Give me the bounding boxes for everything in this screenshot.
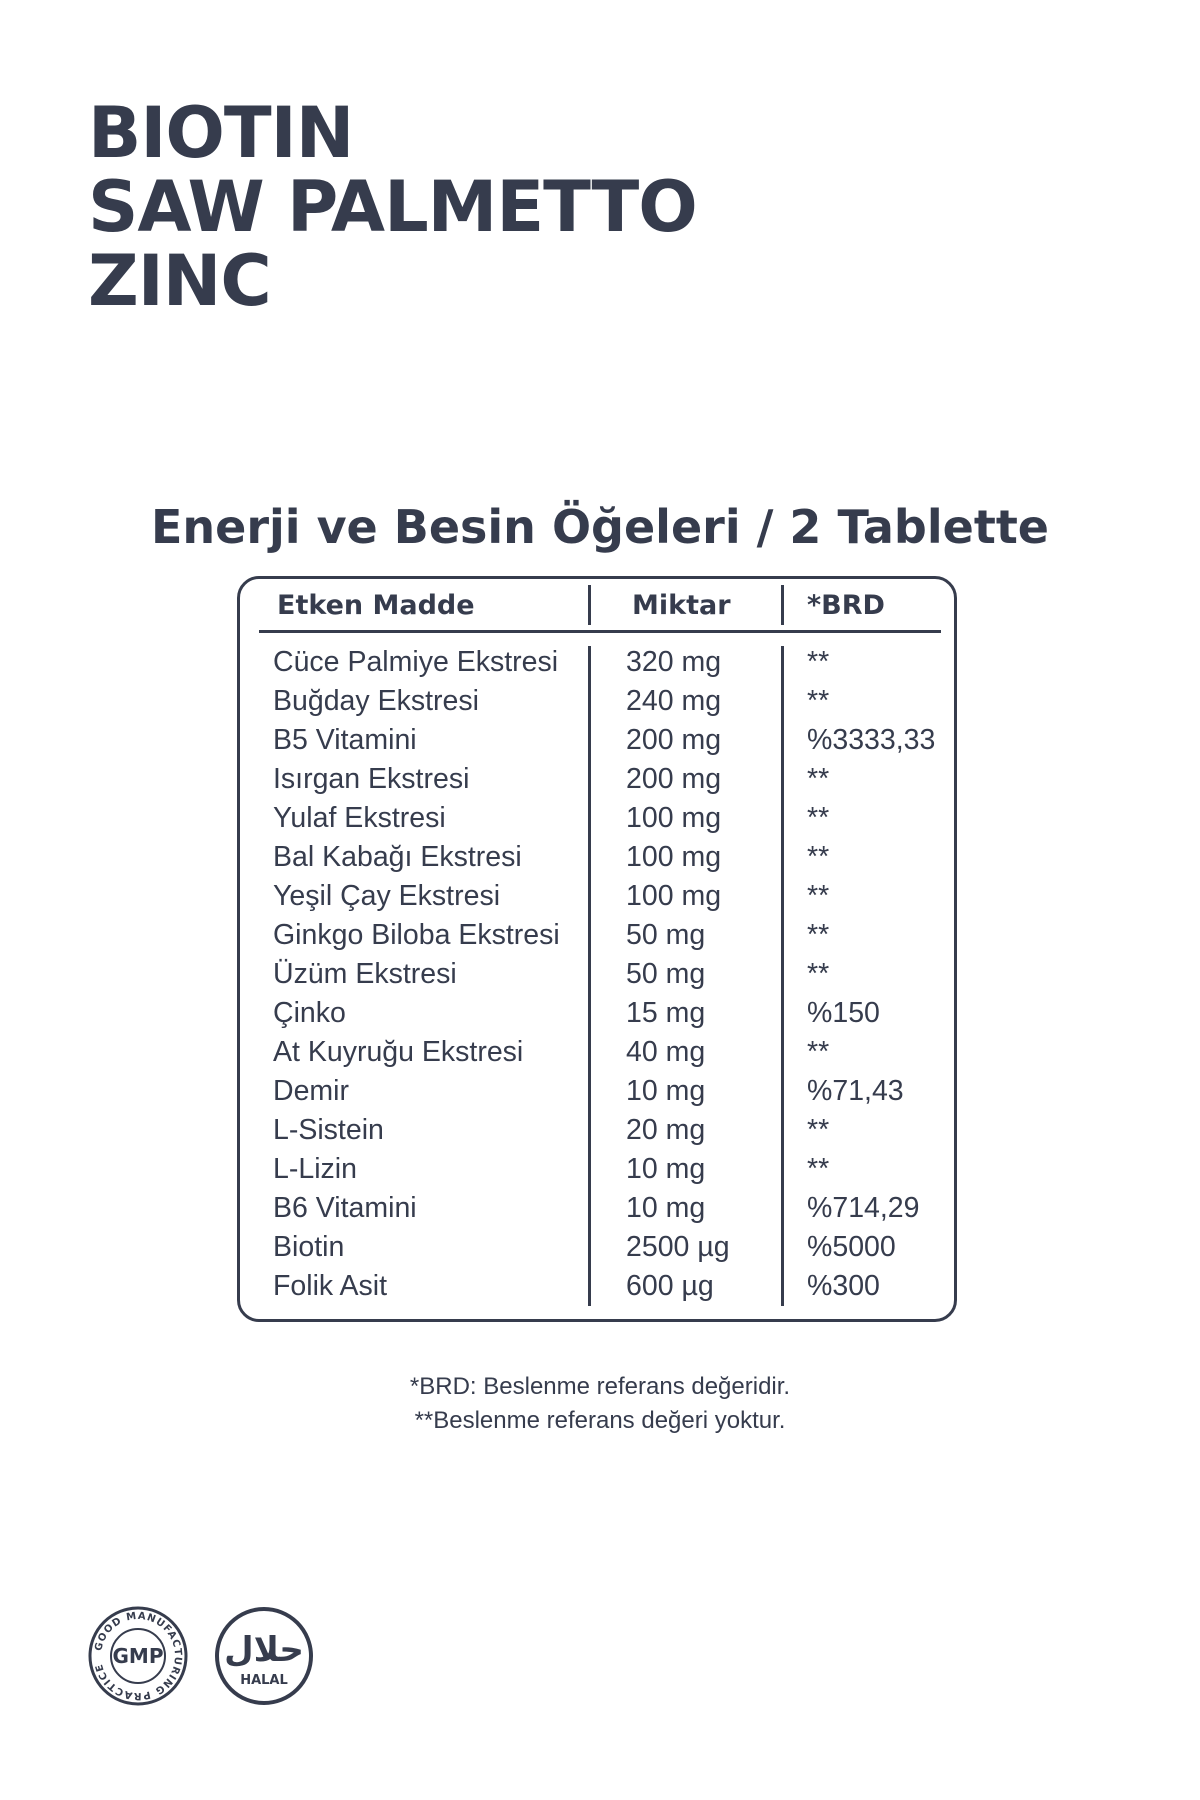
table-row <box>0 1033 1200 1072</box>
ingredient-name: Yeşil Çay Ekstresi <box>273 880 501 912</box>
ingredient-name: Folik Asit <box>273 1270 388 1302</box>
ingredient-amount: 100 mg <box>626 841 722 873</box>
gmp-center-text: GMP <box>112 1644 164 1668</box>
ingredient-brd: ** <box>807 919 830 951</box>
header-column-divider-1 <box>588 585 591 625</box>
product-title-line-1: BIOTIN <box>88 92 354 174</box>
ingredient-brd: ** <box>807 841 830 873</box>
ingredient-name: B5 Vitamini <box>273 724 417 756</box>
table-row <box>0 955 1200 994</box>
footnotes <box>0 1370 1200 1438</box>
ingredient-brd: ** <box>807 1153 830 1185</box>
ingredient-brd: %300 <box>807 1270 880 1302</box>
header-divider <box>259 630 941 633</box>
ingredient-amount: 100 mg <box>626 880 722 912</box>
product-title <box>88 92 697 322</box>
footnote-no-brd: **Beslenme referans değeri yoktur. <box>414 1407 786 1434</box>
ingredient-amount: 20 mg <box>626 1114 706 1146</box>
gmp-badge-icon <box>88 1606 188 1706</box>
table-row <box>0 643 1200 682</box>
ingredient-name: Ginkgo Biloba Ekstresi <box>273 919 560 951</box>
halal-arabic-text: حلال <box>224 1630 304 1670</box>
ingredient-brd: ** <box>807 685 830 717</box>
ingredient-amount: 240 mg <box>626 685 722 717</box>
ingredient-amount: 100 mg <box>626 802 722 834</box>
ingredient-amount: 320 mg <box>626 646 722 678</box>
column-header-amount: Miktar <box>632 590 731 621</box>
ingredient-amount: 200 mg <box>626 763 722 795</box>
ingredient-brd: %3333,33 <box>807 724 936 756</box>
ingredient-brd: %5000 <box>807 1231 896 1263</box>
ingredient-brd: ** <box>807 958 830 990</box>
section-heading: Enerji ve Besin Öğeleri / 2 Tablette <box>150 500 1050 554</box>
halal-label-text: HALAL <box>240 1673 288 1688</box>
ingredient-name: Bal Kabağı Ekstresi <box>273 841 522 873</box>
table-row <box>0 721 1200 760</box>
table-row <box>0 838 1200 877</box>
ingredient-amount: 10 mg <box>626 1192 706 1224</box>
header-column-divider-2 <box>781 585 784 625</box>
ingredient-name: Demir <box>273 1075 349 1107</box>
gmp-ring-text: GOOD MANUFACTURING PRACTICE <box>93 1610 184 1702</box>
product-title-line-3: ZINC <box>88 240 271 322</box>
table-row <box>0 877 1200 916</box>
ingredient-amount: 50 mg <box>626 958 706 990</box>
ingredient-amount: 2500 µg <box>626 1231 730 1263</box>
table-row <box>0 1111 1200 1150</box>
ingredient-amount: 10 mg <box>626 1153 706 1185</box>
table-row <box>0 994 1200 1033</box>
ingredient-name: Yulaf Ekstresi <box>273 802 446 834</box>
footnote-brd: *BRD: Beslenme referans değeridir. <box>409 1373 791 1400</box>
ingredient-amount: 200 mg <box>626 724 722 756</box>
ingredient-brd: ** <box>807 802 830 834</box>
ingredient-name: At Kuyruğu Ekstresi <box>273 1036 524 1068</box>
ingredient-name: Çinko <box>273 997 346 1029</box>
ingredient-brd: %71,43 <box>807 1075 904 1107</box>
ingredient-amount: 600 µg <box>626 1270 714 1302</box>
ingredient-brd: ** <box>807 646 830 678</box>
ingredient-name: Üzüm Ekstresi <box>273 958 457 990</box>
table-row <box>0 1072 1200 1111</box>
table-row <box>0 1267 1200 1306</box>
ingredient-amount: 40 mg <box>626 1036 706 1068</box>
ingredient-brd: %150 <box>807 997 880 1029</box>
ingredient-amount: 15 mg <box>626 997 706 1029</box>
ingredient-name: Buğday Ekstresi <box>273 685 479 717</box>
ingredient-name: B6 Vitamini <box>273 1192 417 1224</box>
table-row <box>0 682 1200 721</box>
ingredient-brd: ** <box>807 1036 830 1068</box>
halal-badge-icon <box>214 1606 314 1706</box>
ingredient-name: L-Sistein <box>273 1114 384 1146</box>
ingredient-brd: ** <box>807 880 830 912</box>
table-row <box>0 1150 1200 1189</box>
ingredient-brd: ** <box>807 1114 830 1146</box>
table-row <box>0 916 1200 955</box>
table-row <box>0 799 1200 838</box>
ingredient-name: Isırgan Ekstresi <box>273 763 470 795</box>
table-row <box>0 760 1200 799</box>
table-row <box>0 1189 1200 1228</box>
table-row <box>0 1228 1200 1267</box>
ingredient-brd: ** <box>807 763 830 795</box>
ingredient-brd: %714,29 <box>807 1192 920 1224</box>
ingredient-amount: 10 mg <box>626 1075 706 1107</box>
ingredient-name: L-Lizin <box>273 1153 357 1185</box>
ingredient-name: Biotin <box>273 1231 345 1263</box>
ingredient-name: Cüce Palmiye Ekstresi <box>273 646 559 678</box>
product-title-line-2: SAW PALMETTO <box>88 166 697 248</box>
column-header-ingredient: Etken Madde <box>277 590 475 621</box>
ingredient-amount: 50 mg <box>626 919 706 951</box>
column-header-brd: *BRD <box>807 590 885 621</box>
